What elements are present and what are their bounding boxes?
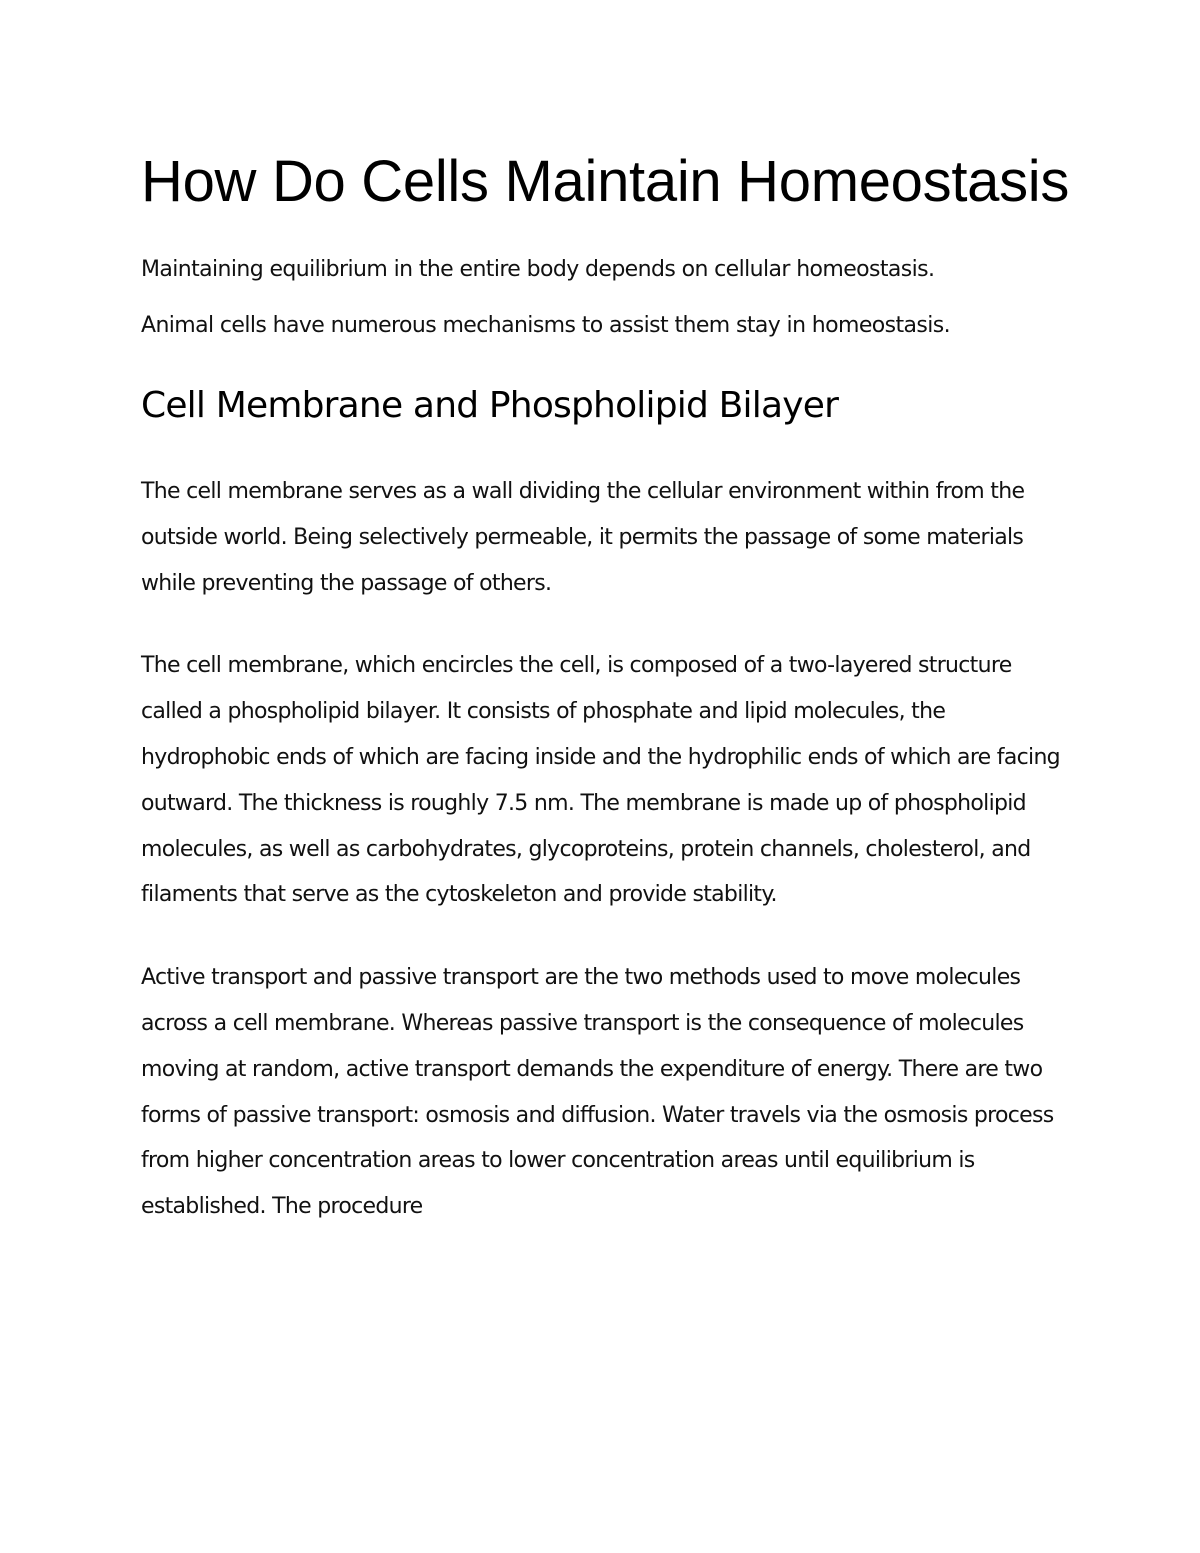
body-paragraph-2: The cell membrane, which encircles the cell, is composed of a two-layered structure called a phospholipid bilayer. It consists of phosphate and lipid molecules, the hydrophobic ends of which are facing inside and the hydrophilic ends of which are facing outward. The thickness is roughly 7.5 nm. The membrane is made up of phospholipid molecules, as well as carbohydrates, glycoproteins, protein channels, cholesterol, and filaments that serve as the cytoskeleton and provide stability. <box>141 653 1060 908</box>
intro-paragraph-2: Animal cells have numerous mechanisms to assist them stay in homeostasis. <box>141 313 951 338</box>
body-paragraph-3: Active transport and passive transport are the two methods used to move molecules across a cell membrane. Whereas passive transport is the consequence of molecules moving at random, active transport demands the expenditure of energy. There are two forms of passive transport: osmosis and diffusion. Water travels via the osmosis process from higher concentration areas to lower concentration areas until equilibrium is established. The procedure <box>141 965 1054 1220</box>
intro-paragraph-1: Maintaining equilibrium in the entire body depends on cellular homeostasis. <box>141 257 935 282</box>
body-paragraph-1: The cell membrane serves as a wall dividing the cellular environment within from the outside world. Being selectively permeable, it permits the passage of some materials while preventing the passage of others. <box>141 479 1025 596</box>
document-content <box>141 148 1071 1230</box>
section-heading: Cell Membrane and Phospholipid Bilayer <box>141 385 839 426</box>
document-title: How Do Cells Maintain Homeostasis <box>141 149 1070 214</box>
